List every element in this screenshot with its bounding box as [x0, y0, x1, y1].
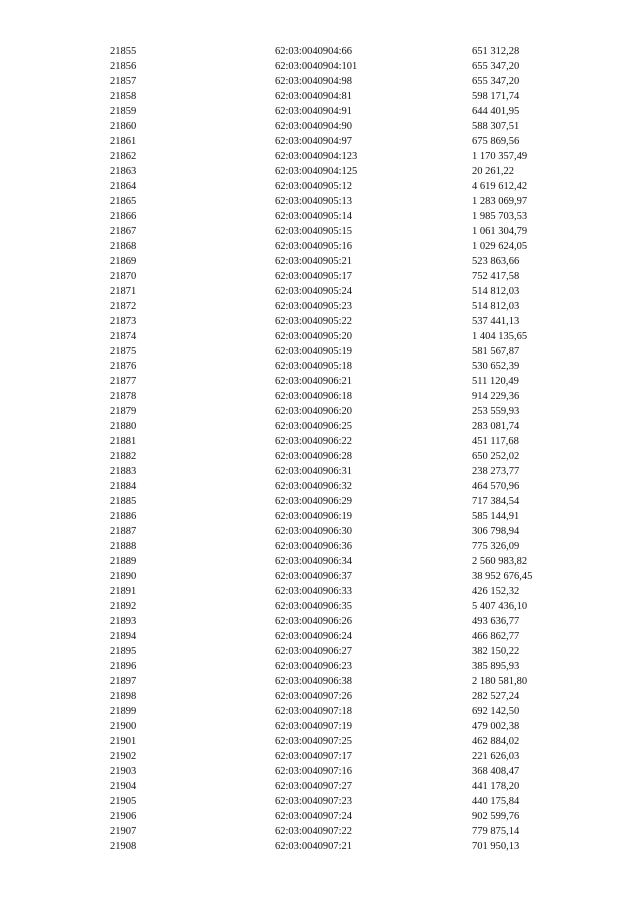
cadastral-number: 62:03:0040907:24 — [275, 811, 353, 822]
cadastral-number: 62:03:0040906:18 — [275, 391, 353, 402]
row-number: 21906 — [110, 811, 137, 822]
cadastral-number: 62:03:0040904:98 — [275, 76, 353, 87]
row-number: 21868 — [110, 241, 137, 252]
table-row — [0, 464, 640, 479]
cadastral-value: 902 599,76 — [472, 811, 520, 822]
cadastral-value: 537 441,13 — [472, 316, 520, 327]
row-number: 21886 — [110, 511, 137, 522]
row-number: 21860 — [110, 121, 137, 132]
row-number: 21861 — [110, 136, 137, 147]
cadastral-value: 5 407 436,10 — [472, 601, 528, 612]
table-row — [0, 239, 640, 254]
cadastral-number: 62:03:0040907:17 — [275, 751, 353, 762]
table-row — [0, 119, 640, 134]
cadastral-value: 585 144,91 — [472, 511, 520, 522]
table-row — [0, 689, 640, 704]
table-row — [0, 299, 640, 314]
cadastral-value: 650 252,02 — [472, 451, 520, 462]
row-number: 21877 — [110, 376, 137, 387]
table-row — [0, 59, 640, 74]
table-row — [0, 149, 640, 164]
row-number: 21874 — [110, 331, 137, 342]
cadastral-number: 62:03:0040906:38 — [275, 676, 353, 687]
table-row — [0, 524, 640, 539]
cadastral-number: 62:03:0040907:23 — [275, 796, 353, 807]
cadastral-number: 62:03:0040905:23 — [275, 301, 353, 312]
row-number: 21867 — [110, 226, 137, 237]
row-number: 21895 — [110, 646, 137, 657]
cadastral-number: 62:03:0040906:36 — [275, 541, 353, 552]
table-row — [0, 554, 640, 569]
cadastral-number: 62:03:0040905:24 — [275, 286, 353, 297]
cadastral-number: 62:03:0040906:28 — [275, 451, 353, 462]
table-row — [0, 359, 640, 374]
cadastral-value: 493 636,77 — [472, 616, 520, 627]
cadastral-value: 451 117,68 — [472, 436, 519, 447]
cadastral-number: 62:03:0040906:35 — [275, 601, 353, 612]
cadastral-number: 62:03:0040907:21 — [275, 841, 353, 852]
cadastral-value: 692 142,50 — [472, 706, 520, 717]
row-number: 21881 — [110, 436, 137, 447]
table-row — [0, 179, 640, 194]
row-number: 21875 — [110, 346, 137, 357]
cadastral-number: 62:03:0040907:18 — [275, 706, 353, 717]
table-row — [0, 479, 640, 494]
cadastral-value: 651 312,28 — [472, 46, 520, 57]
row-number: 21857 — [110, 76, 137, 87]
row-number: 21870 — [110, 271, 137, 282]
cadastral-number: 62:03:0040906:24 — [275, 631, 353, 642]
cadastral-number: 62:03:0040906:32 — [275, 481, 353, 492]
cadastral-number: 62:03:0040904:66 — [275, 46, 353, 57]
cadastral-number: 62:03:0040907:25 — [275, 736, 353, 747]
table-row — [0, 494, 640, 509]
cadastral-number: 62:03:0040906:22 — [275, 436, 353, 447]
table-row — [0, 374, 640, 389]
cadastral-value: 464 570,96 — [472, 481, 520, 492]
row-number: 21892 — [110, 601, 137, 612]
row-number: 21888 — [110, 541, 137, 552]
table-row — [0, 584, 640, 599]
cadastral-value: 382 150,22 — [472, 646, 520, 657]
cadastral-number: 62:03:0040904:90 — [275, 121, 353, 132]
cadastral-value: 2 180 581,80 — [472, 676, 528, 687]
row-number: 21876 — [110, 361, 137, 372]
table-row — [0, 839, 640, 854]
cadastral-value: 514 812,03 — [472, 301, 520, 312]
cadastral-value: 2 560 983,82 — [472, 556, 528, 567]
cadastral-value: 1 283 069,97 — [472, 196, 528, 207]
cadastral-number: 62:03:0040905:17 — [275, 271, 353, 282]
table-row — [0, 764, 640, 779]
table-row — [0, 314, 640, 329]
cadastral-number: 62:03:0040905:21 — [275, 256, 353, 267]
table-row — [0, 194, 640, 209]
table-row — [0, 269, 640, 284]
cadastral-value: 426 152,32 — [472, 586, 520, 597]
row-number: 21885 — [110, 496, 137, 507]
table-row — [0, 224, 640, 239]
cadastral-value: 655 347,20 — [472, 76, 520, 87]
cadastral-number: 62:03:0040906:19 — [275, 511, 353, 522]
row-number: 21865 — [110, 196, 137, 207]
row-number: 21907 — [110, 826, 137, 837]
row-number: 21900 — [110, 721, 137, 732]
cadastral-value: 779 875,14 — [472, 826, 520, 837]
table-row — [0, 404, 640, 419]
cadastral-number: 62:03:0040906:37 — [275, 571, 353, 582]
table-row — [0, 284, 640, 299]
table-row — [0, 419, 640, 434]
cadastral-value: 511 120,49 — [472, 376, 519, 387]
row-number: 21864 — [110, 181, 137, 192]
cadastral-number: 62:03:0040904:91 — [275, 106, 353, 117]
cadastral-value: 441 178,20 — [472, 781, 520, 792]
cadastral-number: 62:03:0040906:31 — [275, 466, 353, 477]
table-row — [0, 659, 640, 674]
cadastral-number: 62:03:0040906:30 — [275, 526, 353, 537]
cadastral-value: 282 527,24 — [472, 691, 520, 702]
cadastral-number: 62:03:0040906:23 — [275, 661, 353, 672]
cadastral-value: 644 401,95 — [472, 106, 520, 117]
cadastral-number: 62:03:0040904:97 — [275, 136, 353, 147]
row-number: 21880 — [110, 421, 137, 432]
cadastral-number: 62:03:0040906:29 — [275, 496, 353, 507]
cadastral-value: 775 326,09 — [472, 541, 520, 552]
table-row — [0, 779, 640, 794]
table-row — [0, 794, 640, 809]
table-row — [0, 254, 640, 269]
table-row — [0, 209, 640, 224]
cadastral-number: 62:03:0040904:101 — [275, 61, 358, 72]
cadastral-number: 62:03:0040905:22 — [275, 316, 353, 327]
cadastral-value: 238 273,77 — [472, 466, 520, 477]
row-number: 21869 — [110, 256, 137, 267]
cadastral-value: 530 652,39 — [472, 361, 520, 372]
row-number: 21897 — [110, 676, 137, 687]
table-row — [0, 704, 640, 719]
cadastral-number: 62:03:0040906:27 — [275, 646, 353, 657]
row-number: 21894 — [110, 631, 137, 642]
cadastral-value: 514 812,03 — [472, 286, 520, 297]
row-number: 21908 — [110, 841, 137, 852]
row-number: 21882 — [110, 451, 137, 462]
table-row — [0, 89, 640, 104]
cadastral-value: 306 798,94 — [472, 526, 520, 537]
cadastral-number: 62:03:0040905:15 — [275, 226, 353, 237]
cadastral-number: 62:03:0040907:16 — [275, 766, 353, 777]
row-number: 21899 — [110, 706, 137, 717]
table-row — [0, 329, 640, 344]
row-number: 21856 — [110, 61, 137, 72]
cadastral-number: 62:03:0040906:25 — [275, 421, 353, 432]
cadastral-number: 62:03:0040904:125 — [275, 166, 358, 177]
table-row — [0, 644, 640, 659]
row-number: 21891 — [110, 586, 137, 597]
cadastral-value: 38 952 676,45 — [472, 571, 533, 582]
cadastral-value: 368 408,47 — [472, 766, 520, 777]
cadastral-value: 479 002,38 — [472, 721, 520, 732]
cadastral-value: 1 404 135,65 — [472, 331, 528, 342]
row-number: 21855 — [110, 46, 137, 57]
row-number: 21884 — [110, 481, 137, 492]
cadastral-value: 914 229,36 — [472, 391, 520, 402]
cadastral-value: 598 171,74 — [472, 91, 520, 102]
cadastral-value: 440 175,84 — [472, 796, 520, 807]
cadastral-value: 385 895,93 — [472, 661, 520, 672]
table-row — [0, 539, 640, 554]
table-row — [0, 629, 640, 644]
table-row — [0, 569, 640, 584]
cadastral-number: 62:03:0040907:19 — [275, 721, 353, 732]
table-row — [0, 719, 640, 734]
cadastral-number: 62:03:0040905:14 — [275, 211, 353, 222]
cadastral-value-table — [0, 44, 640, 854]
cadastral-value: 221 626,03 — [472, 751, 520, 762]
table-row — [0, 164, 640, 179]
cadastral-number: 62:03:0040906:33 — [275, 586, 353, 597]
row-number: 21858 — [110, 91, 137, 102]
row-number: 21878 — [110, 391, 137, 402]
cadastral-value: 675 869,56 — [472, 136, 520, 147]
row-number: 21901 — [110, 736, 137, 747]
row-number: 21889 — [110, 556, 137, 567]
table-row — [0, 449, 640, 464]
row-number: 21893 — [110, 616, 137, 627]
table-row — [0, 749, 640, 764]
row-number: 21890 — [110, 571, 137, 582]
cadastral-number: 62:03:0040906:26 — [275, 616, 353, 627]
cadastral-number: 62:03:0040905:12 — [275, 181, 353, 192]
row-number: 21905 — [110, 796, 137, 807]
cadastral-value: 253 559,93 — [472, 406, 520, 417]
row-number: 21898 — [110, 691, 137, 702]
table-row — [0, 599, 640, 614]
cadastral-number: 62:03:0040905:18 — [275, 361, 353, 372]
cadastral-value: 581 567,87 — [472, 346, 520, 357]
row-number: 21902 — [110, 751, 137, 762]
row-number: 21896 — [110, 661, 137, 672]
cadastral-value: 466 862,77 — [472, 631, 520, 642]
cadastral-number: 62:03:0040907:27 — [275, 781, 353, 792]
row-number: 21862 — [110, 151, 137, 162]
cadastral-value: 4 619 612,42 — [472, 181, 528, 192]
table-row — [0, 824, 640, 839]
table-row — [0, 389, 640, 404]
table-row — [0, 104, 640, 119]
table-row — [0, 134, 640, 149]
row-number: 21904 — [110, 781, 137, 792]
cadastral-number: 62:03:0040907:26 — [275, 691, 353, 702]
cadastral-number: 62:03:0040905:16 — [275, 241, 353, 252]
cadastral-value: 1 170 357,49 — [472, 151, 528, 162]
cadastral-value: 717 384,54 — [472, 496, 520, 507]
cadastral-number: 62:03:0040905:19 — [275, 346, 353, 357]
cadastral-value: 462 884,02 — [472, 736, 520, 747]
row-number: 21903 — [110, 766, 137, 777]
cadastral-number: 62:03:0040905:13 — [275, 196, 353, 207]
row-number: 21879 — [110, 406, 137, 417]
cadastral-value: 20 261,22 — [472, 166, 514, 177]
cadastral-value: 752 417,58 — [472, 271, 520, 282]
cadastral-number: 62:03:0040906:34 — [275, 556, 353, 567]
cadastral-value: 588 307,51 — [472, 121, 520, 132]
row-number: 21887 — [110, 526, 137, 537]
cadastral-value: 283 081,74 — [472, 421, 520, 432]
cadastral-value: 701 950,13 — [472, 841, 520, 852]
row-number: 21871 — [110, 286, 137, 297]
cadastral-number: 62:03:0040906:21 — [275, 376, 353, 387]
cadastral-number: 62:03:0040907:22 — [275, 826, 353, 837]
row-number: 21883 — [110, 466, 137, 477]
cadastral-number: 62:03:0040905:20 — [275, 331, 353, 342]
table-row — [0, 344, 640, 359]
cadastral-number: 62:03:0040904:123 — [275, 151, 358, 162]
row-number: 21866 — [110, 211, 137, 222]
cadastral-value: 1 029 624,05 — [472, 241, 528, 252]
table-row — [0, 44, 640, 59]
cadastral-number: 62:03:0040904:81 — [275, 91, 353, 102]
cadastral-value: 655 347,20 — [472, 61, 520, 72]
row-number: 21872 — [110, 301, 137, 312]
table-row — [0, 434, 640, 449]
table-row — [0, 809, 640, 824]
row-number: 21859 — [110, 106, 137, 117]
row-number: 21873 — [110, 316, 137, 327]
table-row — [0, 674, 640, 689]
cadastral-value: 1 061 304,79 — [472, 226, 528, 237]
row-number: 21863 — [110, 166, 137, 177]
table-row — [0, 614, 640, 629]
table-row — [0, 734, 640, 749]
cadastral-value: 1 985 703,53 — [472, 211, 528, 222]
table-row — [0, 509, 640, 524]
table-row — [0, 74, 640, 89]
cadastral-value: 523 863,66 — [472, 256, 520, 267]
cadastral-number: 62:03:0040906:20 — [275, 406, 353, 417]
